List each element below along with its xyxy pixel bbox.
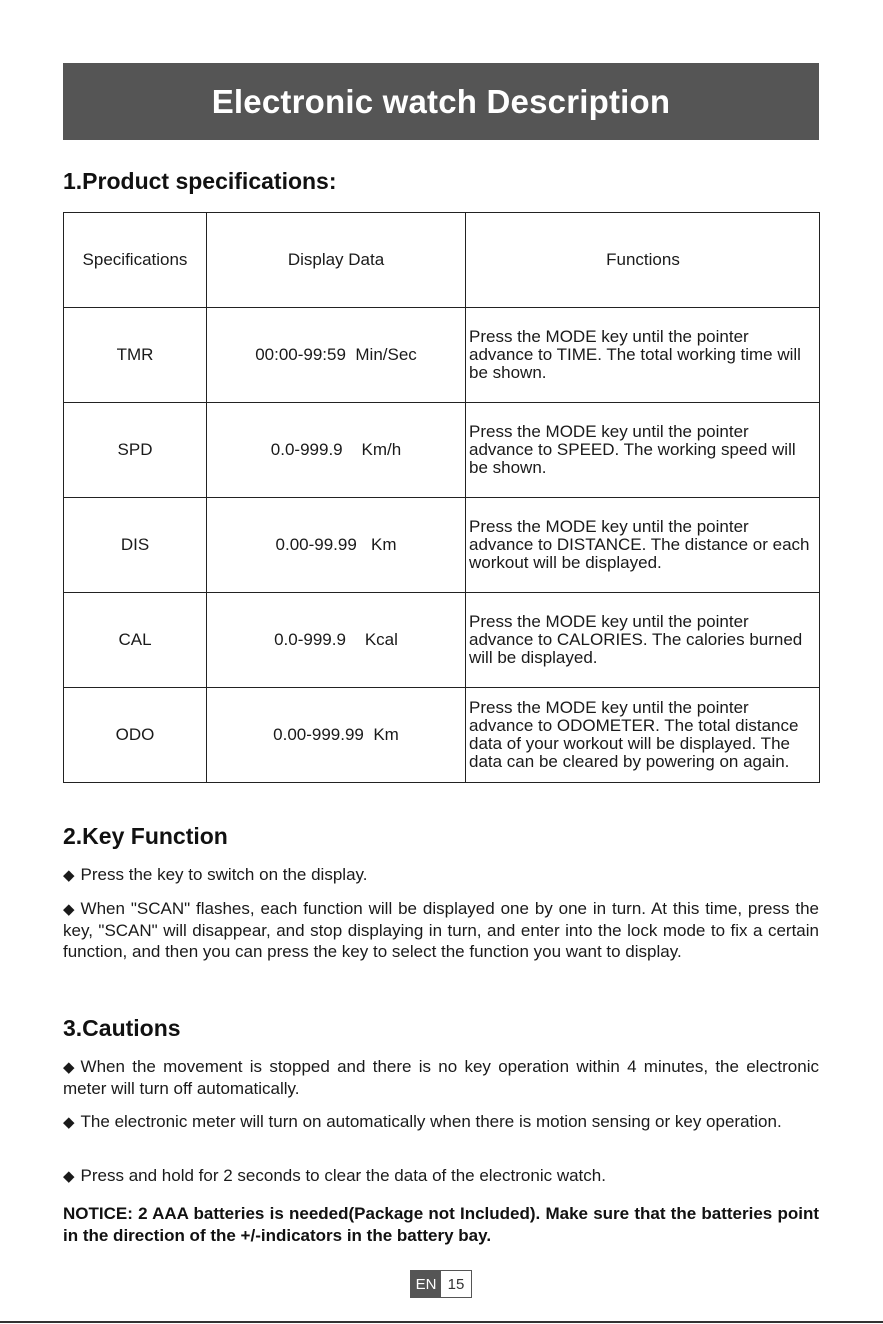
spec-cell: TMR — [64, 308, 207, 403]
cautions-bullet-2 — [63, 1111, 819, 1133]
spec-cell: DIS — [64, 498, 207, 593]
cautions-bullet-1 — [63, 1056, 819, 1099]
bullet-text: When the movement is stopped and there is no key operation within 4 minutes, the electronic meter will turn off automatically. — [63, 1057, 819, 1098]
section2-heading: 2.Key Function — [63, 823, 228, 849]
table-header-row — [64, 213, 820, 308]
display-data-cell: 0.0-999.9 Km/h — [207, 403, 466, 498]
bullet-text: When "SCAN" flashes, each function will be displayed one by one in turn. At this time, press the key, "SCAN" will disappear, and stop displaying in turn, and enter into the lock mode to fix a certain function, and then you can press the key to select the function you want to display. — [63, 899, 819, 961]
page-title-banner — [63, 63, 819, 140]
cautions-bullet-3 — [63, 1165, 819, 1187]
spec-cell: SPD — [64, 403, 207, 498]
bottom-divider — [0, 1321, 883, 1323]
diamond-bullet-icon: ◆ — [63, 1059, 75, 1076]
header-cell: Functions — [466, 213, 820, 308]
spec-cell: ODO — [64, 688, 207, 783]
spec-table — [63, 212, 820, 783]
section3-heading: 3.Cautions — [63, 1015, 181, 1041]
header-cell: Display Data — [207, 213, 466, 308]
page-number: 15 — [441, 1271, 471, 1297]
page-number-badge — [410, 1270, 472, 1298]
diamond-bullet-icon: ◆ — [63, 867, 75, 884]
display-data-cell: 0.00-99.99 Km — [207, 498, 466, 593]
bullet-text: Press and hold for 2 seconds to clear the data of the electronic watch. — [80, 1166, 606, 1185]
function-cell: Press the MODE key until the pointer advance to CALORIES. The calories burned will be displayed. — [466, 593, 820, 688]
key-function-bullet-2 — [63, 898, 819, 962]
display-data-cell: 00:00-99:59 Min/Sec — [207, 308, 466, 403]
function-cell: Press the MODE key until the pointer advance to ODOMETER. The total distance data of your workout will be displayed. The data can be cleared by powering on again. — [466, 688, 820, 783]
table-row — [64, 308, 820, 403]
display-data-cell: 0.00-999.99 Km — [207, 688, 466, 783]
bullet-text: Press the key to switch on the display. — [80, 865, 368, 884]
function-cell: Press the MODE key until the pointer advance to SPEED. The working speed will be shown. — [466, 403, 820, 498]
table-row — [64, 403, 820, 498]
language-label: EN — [411, 1271, 441, 1297]
section1-heading: 1.Product specifications: — [63, 168, 337, 194]
bullet-text: The electronic meter will turn on automatically when there is motion sensing or key operation. — [80, 1112, 782, 1131]
diamond-bullet-icon: ◆ — [63, 1168, 75, 1185]
diamond-bullet-icon: ◆ — [63, 901, 75, 918]
key-function-bullet-1 — [63, 864, 819, 886]
display-data-cell: 0.0-999.9 Kcal — [207, 593, 466, 688]
battery-notice: NOTICE: 2 AAA batteries is needed(Package not Included). Make sure that the batteries point in the direction of the +/-indicators in the battery bay. — [63, 1204, 819, 1245]
page-title: Electronic watch Description — [211, 82, 671, 120]
function-cell: Press the MODE key until the pointer advance to DISTANCE. The distance or each workout will be displayed. — [466, 498, 820, 593]
table-row — [64, 688, 820, 783]
function-cell: Press the MODE key until the pointer advance to TIME. The total working time will be shown. — [466, 308, 820, 403]
table-row — [64, 498, 820, 593]
spec-cell: CAL — [64, 593, 207, 688]
header-cell: Specifications — [64, 213, 207, 308]
diamond-bullet-icon: ◆ — [63, 1114, 75, 1131]
table-row — [64, 593, 820, 688]
